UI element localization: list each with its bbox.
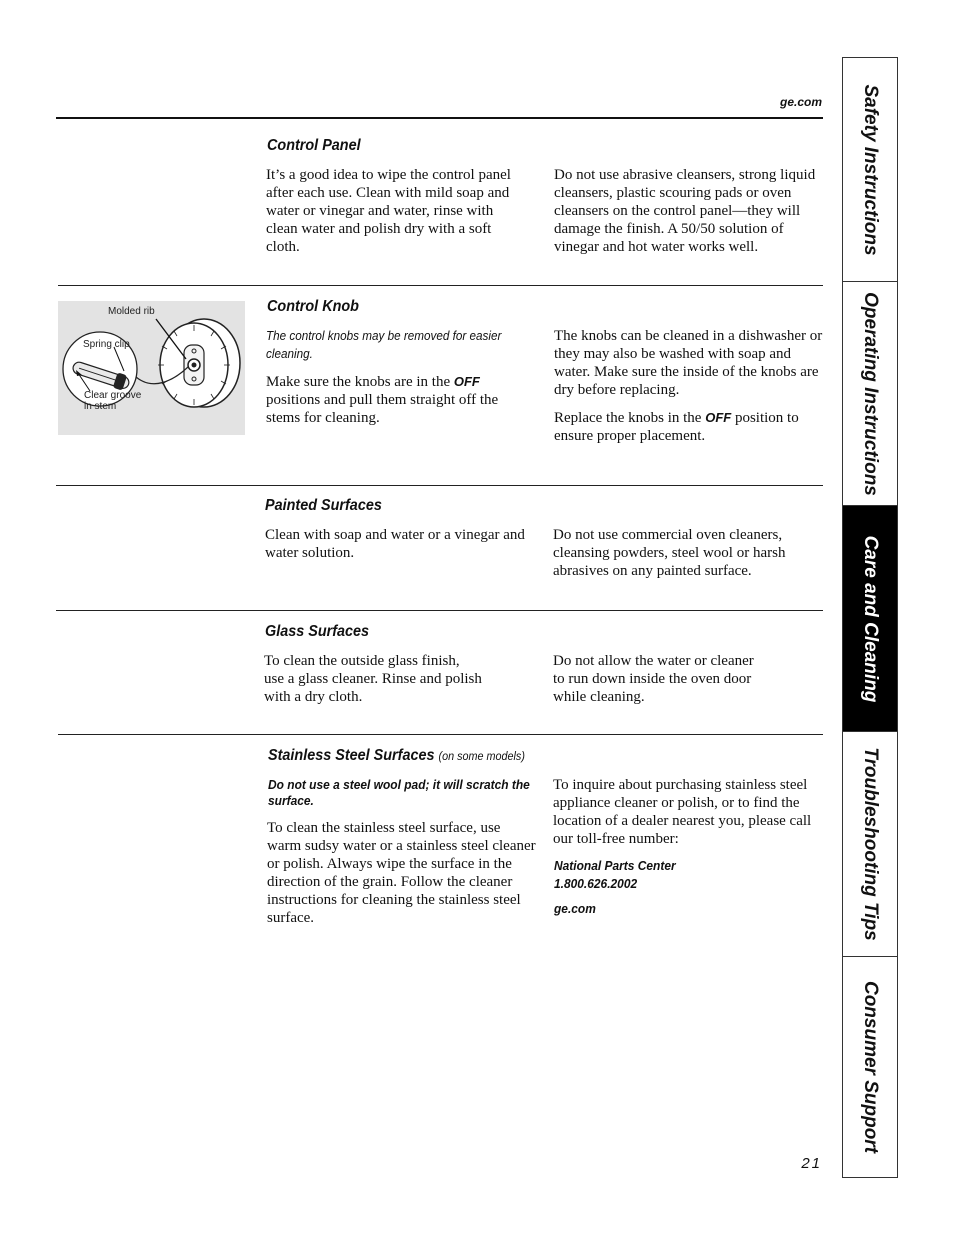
control-panel-right-text: Do not use abrasive cleansers, strong liquid cleansers, plastic scouring pads or oven cleansers on the control panel—they will damage the finish. A 50/50 solution of vinegar and hot water works well. — [554, 167, 816, 255]
molded-rib-label: Molded rib — [108, 306, 155, 317]
tab-label: Consumer Support — [860, 980, 881, 1154]
stainless-steel-left-text: To clean the stainless steel surface, use warm sudsy water or a stainless steel cleaner or polish. Always wipe the surface in the direction of the grain. Follow the cleaner instructions for cleaning the stainless steel surface. — [267, 820, 536, 926]
stainless-steel-warning: Do not use a steel wool pad; it will scratch the surface. — [268, 777, 530, 808]
control-panel-left-text: It’s a good idea to wipe the control panel after each use. Clean with mild soap and water or vinegar and water, rinse with clean water and polish dry with a soft cloth. — [266, 167, 511, 255]
knob-drawing — [58, 301, 245, 435]
tab-safety-instructions[interactable] — [843, 58, 897, 282]
off-label: OFF — [705, 410, 732, 425]
control-knob-right-text: The knobs can be cleaned in a dishwasher or they may also be washed with soap and water. Make sure the inside of the knobs are dry before replacing. Replace the knobs in the OFF position to ensure proper placement. — [554, 328, 823, 444]
parts-center-contact — [554, 857, 784, 918]
spring-clip-label: Spring clip — [83, 339, 130, 350]
painted-surfaces-heading: Painted Surfaces — [265, 497, 382, 514]
parts-center-phone[interactable]: 1.800.626.2002 — [554, 876, 638, 891]
section-tab-strip — [842, 57, 898, 1178]
painted-surfaces-right-text: Do not use commercial oven cleaners, cleansing powders, steel wool or harsh abrasives on any painted surface. — [553, 527, 786, 579]
tab-consumer-support[interactable] — [843, 957, 897, 1177]
tab-label: Safety Instructions — [860, 83, 881, 256]
clear-groove-label: Clear groove in stem — [84, 390, 142, 412]
glass-surfaces-right-text: Do not allow the water or cleaner to run down inside the oven door while cleaning. — [553, 653, 754, 705]
header-site-link[interactable]: ge.com — [779, 95, 822, 109]
parts-center-name: National Parts Center — [554, 858, 676, 873]
glass-surfaces-left-text: To clean the outside glass finish, use a glass cleaner. Rinse and polish with a dry cloth. — [264, 653, 482, 705]
header-rule — [56, 117, 823, 119]
painted-surfaces-left-text: Clean with soap and water or a vinegar and water solution. — [265, 527, 525, 561]
control-knob-left-text: Make sure the knobs are in the OFF positions and pull them straight off the stems for cleaning. — [266, 374, 499, 426]
section-divider — [56, 485, 823, 486]
tab-care-and-cleaning[interactable] — [843, 506, 897, 732]
glass-surfaces-heading: Glass Surfaces — [265, 623, 370, 640]
control-knob-heading: Control Knob — [267, 298, 359, 315]
tab-operating-instructions[interactable] — [843, 282, 897, 506]
section-divider — [58, 285, 823, 286]
stainless-steel-heading: Stainless Steel Surfaces (on some models) — [268, 747, 525, 764]
page-number: 21 — [801, 1155, 822, 1172]
stainless-steel-subtitle: (on some models) — [438, 749, 525, 763]
control-knob-note: The control knobs may be removed for easier cleaning. — [266, 328, 502, 361]
tab-troubleshooting-tips[interactable] — [843, 732, 897, 957]
stainless-steel-right-text: To inquire about purchasing stainless steel appliance cleaner or polish, or to find the location of a dealer nearest you, please call our toll-free number: — [553, 777, 812, 847]
tab-label: Troubleshooting Tips — [860, 747, 881, 941]
off-label: OFF — [453, 374, 480, 389]
control-knob-illustration — [58, 301, 245, 435]
tab-label: Operating Instructions — [860, 291, 881, 496]
control-panel-heading: Control Panel — [267, 137, 361, 154]
parts-center-website[interactable]: ge.com — [554, 901, 596, 916]
tab-label: Care and Cleaning — [860, 535, 881, 702]
section-divider — [56, 610, 823, 611]
section-divider — [58, 734, 823, 735]
